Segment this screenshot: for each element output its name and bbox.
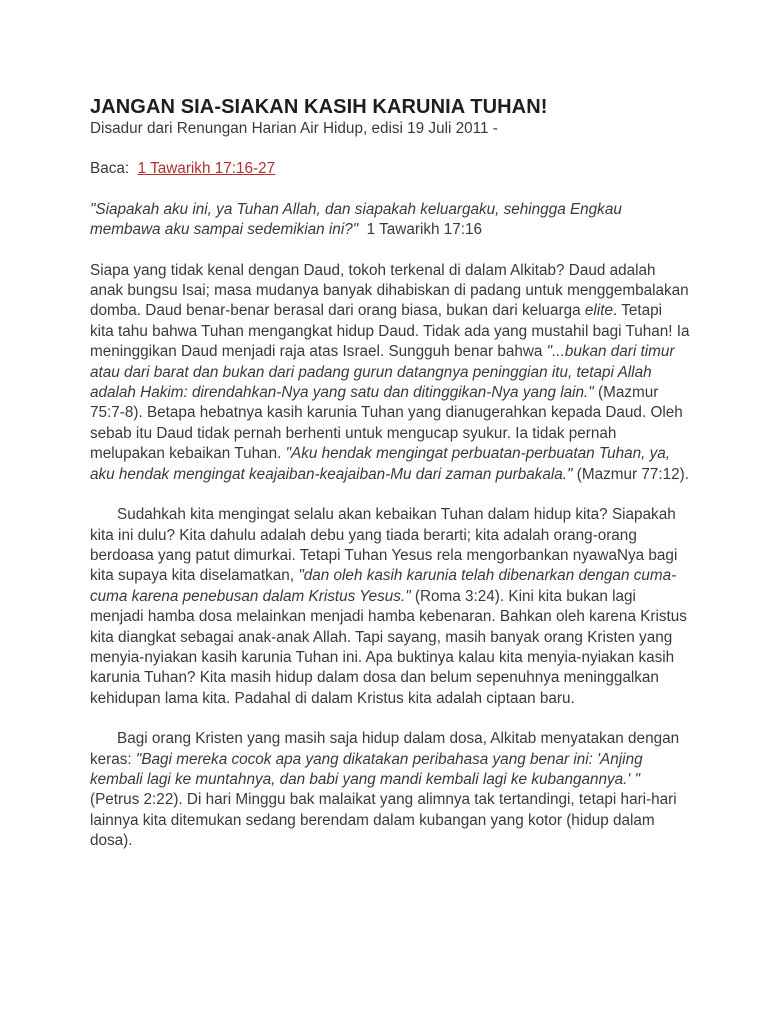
p2-text-2: (Roma 3:24). Kini kita bukan lagi menjadi hamba dosa melainkan menjadi hamba kebenaran. Bahkan oleh karena Kristus kita diangkat sebagai anak-anak Allah. Tapi sayang, masih banyak orang Kristen yang menyia-nyiakan kasih karunia Tuhan ini. Apa buktinya kalau kita menyia-nyiakan kasih karunia Tuhan? Kita masih hidup dalam dosa dan belum sepenuhnya meninggalkan kehidupan lama kita. Padahal di dalam Kristus kita adalah ciptaan baru.: [90, 587, 687, 707]
p3-text-1: Bagi orang Kristen yang masih saja hidup dalam dosa, Alkitab menyatakan dengan keras:: [90, 730, 680, 768]
p1-text-4: (Mazmur 77:12).: [572, 465, 689, 483]
document-page: [90, 95, 690, 872]
p1-italic-1: elite: [584, 302, 613, 320]
p1-text-1: Siapa yang tidak kenal dengan Daud, tokoh terkenal di dalam Alkitab? Daud adalah anak bungsu Isai; masa mudanya banyak dihabiskan di padang untuk menggembalakan domba. Daud benar-benar berasal dari orang biasa, bukan dari keluarga: [90, 261, 689, 320]
reading-label: Baca:: [90, 160, 130, 178]
p2-italic-1: "dan oleh kasih karunia telah dibenarkan dengan cuma-cuma karena penebusan dalam Kristus Yesus.": [90, 567, 677, 605]
p1-text-3: (Mazmur 75:7-8). Betapa hebatnya kasih karunia Tuhan yang dianugerahkan kepada Daud. Oleh sebab itu Daud tidak pernah berhenti untuk mengucap syukur. Ia tidak pernah melupakan kebaikan Tuhan.: [90, 384, 683, 463]
reading-reference: [90, 159, 690, 179]
key-verse: [90, 200, 690, 241]
key-verse-ref: 1 Tawarikh 17:16: [366, 221, 483, 239]
reading-link[interactable]: 1 Tawarikh 17:16-27: [137, 160, 276, 178]
paragraph-1: [90, 261, 690, 485]
p1-italic-2: "...bukan dari timur atau dari barat dan bukan dari padang gurun datangnya peninggian itu, tetapi Allah adalah Hakim: direndahkan-Nya yang satu dan ditinggikan-Nya yang lain.": [90, 343, 675, 402]
p3-text-2: (Petrus 2:22). Di hari Minggu bak malaikat yang alimnya tak tertandingi, tetapi hari-hari lainnya kita ditemukan sedang berendam dalam kubangan yang kotor (hidup dalam dosa).: [90, 791, 677, 850]
p1-italic-3: "Aku hendak mengingat perbuatan-perbuatan Tuhan, ya, aku hendak mengingat keajaiban-keajaiban-Mu dari zaman purbakala.": [90, 445, 671, 483]
document-subtitle: Disadur dari Renungan Harian Air Hidup, edisi 19 Juli 2011 -: [90, 120, 498, 137]
key-verse-text: "Siapakah aku ini, ya Tuhan Allah, dan siapakah keluargaku, sehingga Engkau membawa aku sampai sedemikian ini?": [90, 200, 622, 239]
p1-text-2: . Tetapi kita tahu bahwa Tuhan mengangkat hidup Daud. Tidak ada yang mustahil bagi Tuhan! Ia meninggikan Daud menjadi raja atas Israel. Sungguh benar bahwa: [90, 302, 690, 361]
p3-italic-1: "Bagi mereka cocok apa yang dikatakan peribahasa yang benar ini: 'Anjing kembali lagi ke muntahnya, dan babi yang mandi kembali lagi ke kubangannya.' ": [90, 750, 643, 788]
paragraph-2: [90, 505, 690, 709]
p2-text-1: Sudahkah kita mengingat selalu akan kebaikan Tuhan dalam hidup kita? Siapakah kita ini dulu? Kita dahulu adalah debu yang tiada berarti; kita adalah orang-orang berdoasa yang patut dimurkai. Tetapi Tuhan Yesus rela mengorbankan nyawaNya bagi kita supaya kita diselamatkan,: [90, 506, 678, 585]
document-title: JANGAN SIA-SIAKAN KASIH KARUNIA TUHAN!: [90, 96, 548, 118]
paragraph-3: [90, 729, 690, 851]
